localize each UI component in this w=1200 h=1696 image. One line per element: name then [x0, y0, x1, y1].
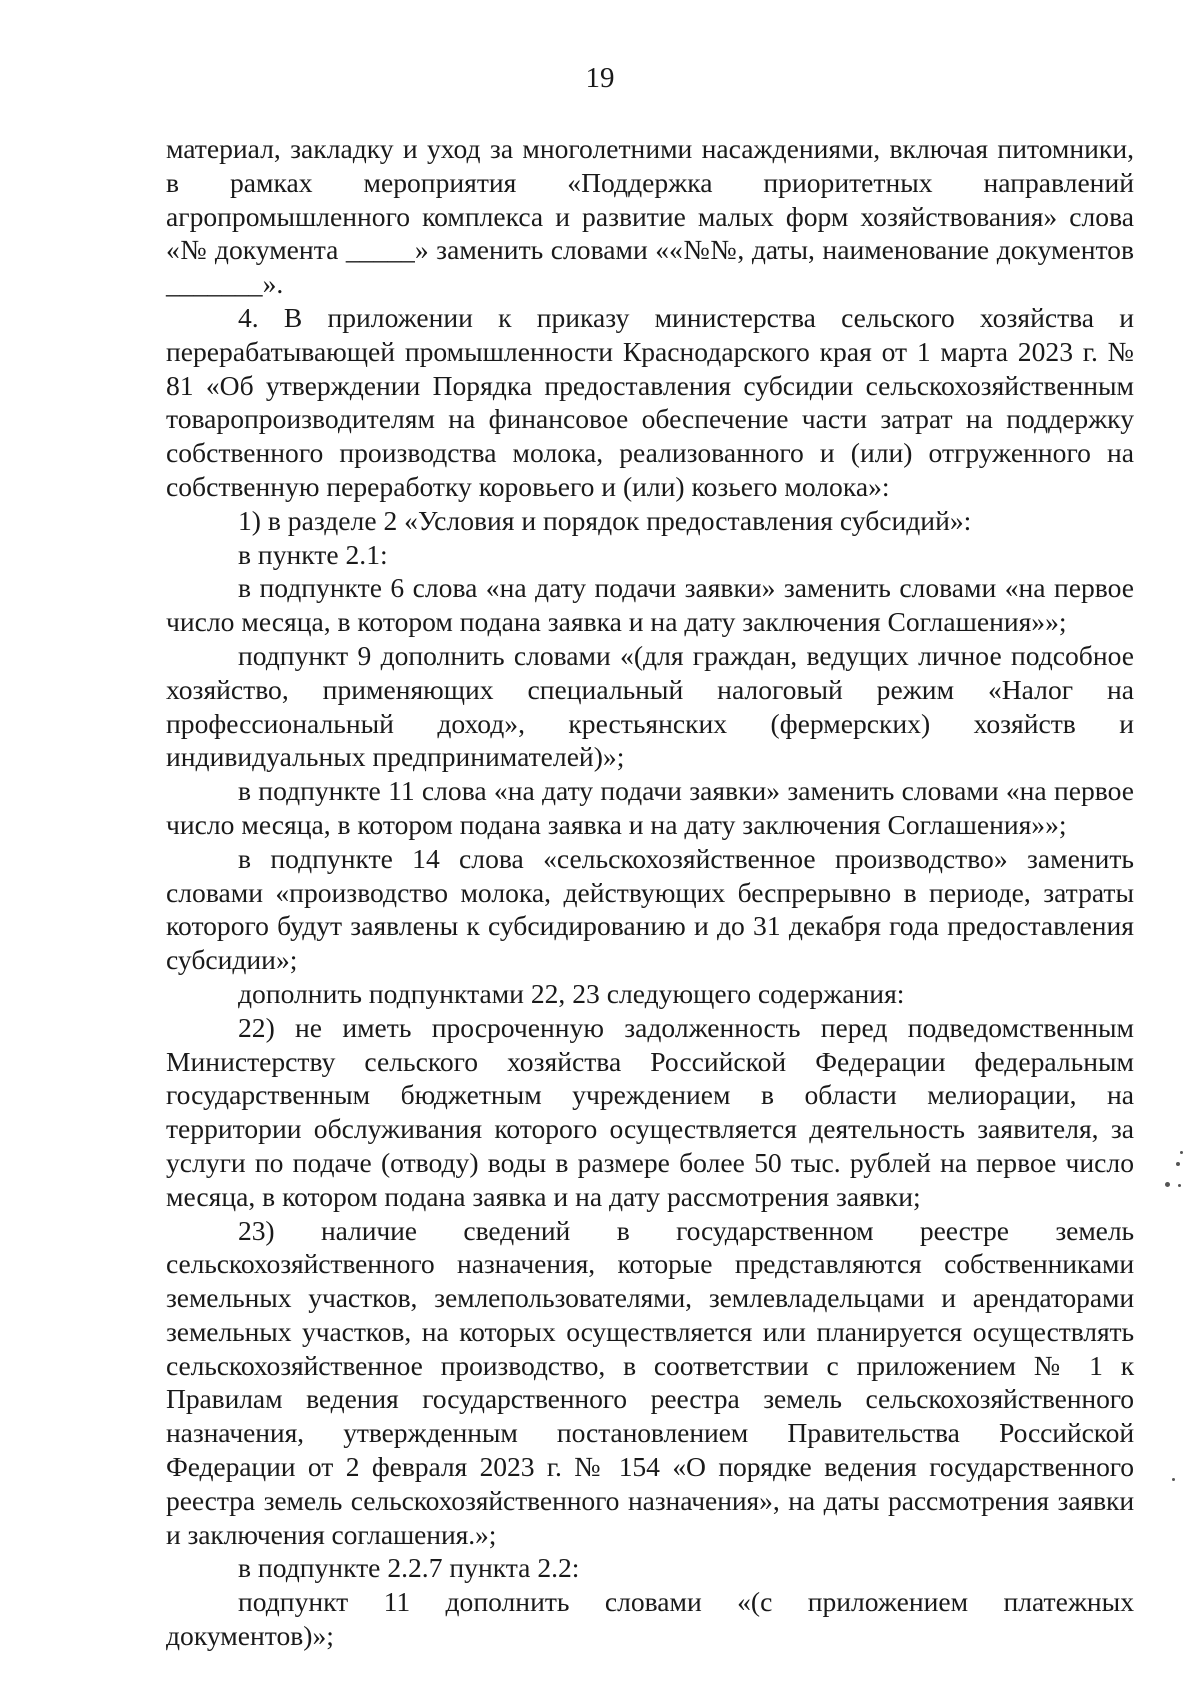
paragraph-subpoint-9: подпункт 9 дополнить словами «(для граждан, ведущих личное подсобное хозяйство, применяющих специальный налоговый режим «Налог на профессиональный доход», крестьянских (фермерских) хозяйств и индивидуальных предпринимателей)»;	[166, 639, 1134, 773]
paragraph-subpoint-11: в подпункте 11 слова «на дату подачи заявки» заменить словами «на первое число месяца, в котором подана заявка и на дату заключения Соглашения»»;	[166, 775, 1134, 840]
scan-speck	[1180, 1151, 1183, 1154]
paragraph-continuation: материал, закладку и уход за многолетними насаждениями, включая питомники, в рамках мероприятия «Поддержка приоритетных направлений агропромышленного комплекса и развитие малых форм хозяйствования» слова «№ документа _____» заменить словами ««№№, даты, наименование документов _______».	[166, 133, 1134, 300]
paragraph-subpoint-22: 22) не иметь просроченную задолженность перед подведомственным Министерству сельского хозяйства Российской Федерации федеральным государственным бюджетным учреждением в области мелиорации, на территории обслуживания которого осуществляется деятельность заявителя, за услуги по подаче (отводу) воды в размере более 50 тыс. рублей на первое число месяца, в котором подана заявка и на дату рассмотрения заявки;	[166, 1011, 1134, 1212]
document-body	[166, 132, 1134, 1653]
paragraph-section-2: 1) в разделе 2 «Условия и порядок предоставления субсидий»:	[238, 504, 972, 536]
scan-speck	[1172, 1478, 1175, 1481]
scan-speck	[1176, 1162, 1180, 1166]
paragraph-add-subpoints: дополнить подпунктами 22, 23 следующего содержания:	[238, 977, 905, 1009]
scan-speck	[1165, 1182, 1170, 1187]
paragraph-subpoint-14: в подпункте 14 слова «сельскохозяйственное производство» заменить словами «производство молока, действующих беспрерывно в периоде, затраты которого будут заявлены к субсидированию и до 31 декабря года предоставления субсидии»;	[166, 842, 1134, 976]
paragraph-subpoint-6: в подпункте 6 слова «на дату подачи заявки» заменить словами «на первое число месяца, в котором подана заявка и на дату заключения Соглашения»»;	[166, 572, 1134, 638]
paragraph-subpoint-2-2-7: в подпункте 2.2.7 пункта 2.2:	[238, 1552, 580, 1584]
paragraph-point-2-1: в пункте 2.1:	[238, 538, 388, 570]
paragraph-subpoint-11-payment: подпункт 11 дополнить словами «(с приложением платежных документов)»;	[166, 1586, 1134, 1652]
scan-speck	[1178, 1184, 1181, 1187]
paragraph-item-4: 4. В приложении к приказу министерства сельского хозяйства и перерабатывающей промышленности Краснодарского края от 1 марта 2023 г. № 81 «Об утверждении Порядка предоставления субсидии сельскохозяйственным товаропроизводителям на финансовое обеспечение части затрат на поддержку собственного производства молока, реализованного и (или) отгруженного на собственную переработку коровьего и (или) козьего молока»:	[166, 301, 1134, 502]
paragraph-subpoint-23: 23) наличие сведений в государственном реестре земель сельскохозяйственного назначения, которые представляются собственниками земельных участков, землепользователями, землевладельцами и арендаторами земельных участков, на которых осуществляется или планируется осуществлять сельскохозяйственное производство, в соответствии с приложением № 1 к Правилам ведения государственного реестра земель сельскохозяйственного назначения, утвержденным постановлением Правительства Российской Федерации от 2 февраля 2023 г. № 154 «О порядке ведения государственного реестра земель сельскохозяйственного назначения», на даты рассмотрения заявки и заключения соглашения.»;	[166, 1214, 1134, 1550]
page-number: 19	[585, 62, 615, 94]
